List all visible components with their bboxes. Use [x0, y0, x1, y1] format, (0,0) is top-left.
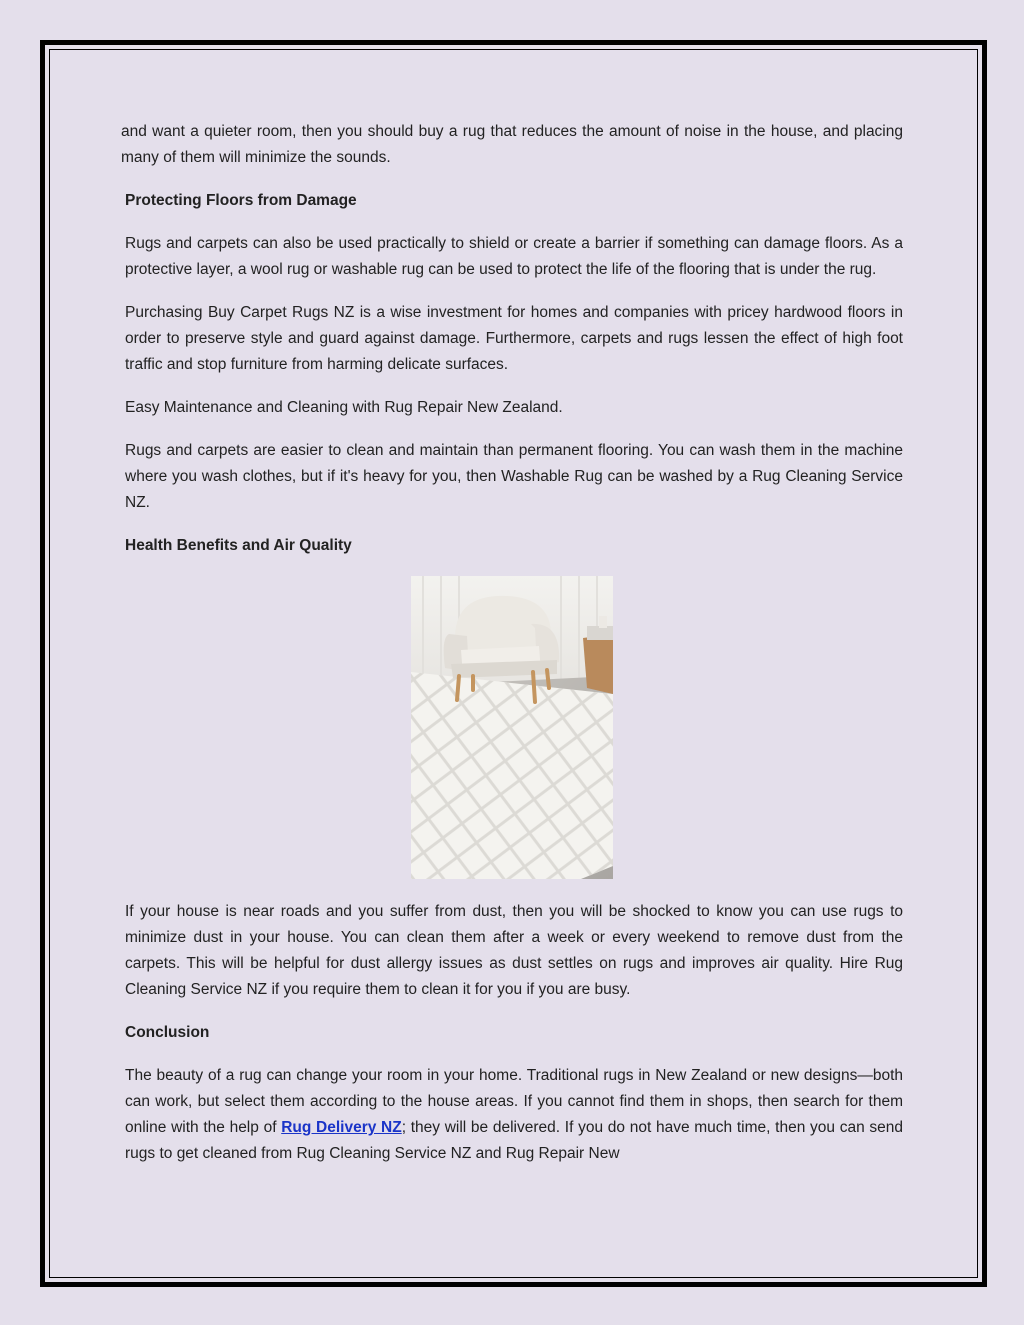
- heading-easy-maintenance: Easy Maintenance and Cleaning with Rug Repair New Zealand.: [125, 399, 563, 416]
- paragraph-conclusion: [121, 1063, 903, 1167]
- rug-delivery-link[interactable]: Rug Delivery NZ: [281, 1119, 402, 1136]
- paragraph-noise: and want a quieter room, then you should buy a rug that reduces the amount of noise in the house, and placing many of them will minimize the sounds.: [121, 123, 903, 166]
- paragraph-investment: Purchasing Buy Carpet Rugs NZ is a wise investment for homes and companies with pricey hardwood floors in order to preserve style and guard against damage. Furthermore, carpets and rugs lessen the effect of high foot traffic and stop furniture from harming delicate surfaces.: [125, 304, 903, 373]
- heading-conclusion: Conclusion: [125, 1024, 210, 1041]
- armchair-rug-illustration: [411, 576, 613, 879]
- document-body: [121, 119, 903, 1184]
- conclusion-text-after: ; they will be delivered. If you do not have much time, then you can send rugs to get cleaned from Rug Cleaning Service NZ and Rug Repair New: [125, 1119, 903, 1162]
- paragraph-dust: If your house is near roads and you suffer from dust, then you will be shocked to know you can use rugs to minimize dust in your house. You can clean them after a week or every weekend to remove dust from the carpets. This will be helpful for dust allergy issues as dust settles on rugs and improves air quality. Hire Rug Cleaning Service NZ if you require them to clean it for you if you are busy.: [125, 903, 903, 998]
- paragraph-cleaning: Rugs and carpets are easier to clean and maintain than permanent flooring. You can wash them in the machine where you wash clothes, but if it's heavy for you, then Washable Rug can be washed by a Rug Cleaning Service NZ.: [125, 442, 903, 511]
- heading-health-benefits: Health Benefits and Air Quality: [125, 537, 352, 554]
- paragraph-protect-layer: Rugs and carpets can also be used practically to shield or create a barrier if something can damage floors. As a protective layer, a wool rug or washable rug can be used to protect the life of the flooring that is under the rug.: [125, 235, 903, 278]
- conclusion-text-before: The beauty of a rug can change your room in your home. Traditional rugs in New Zealand or new designs—both can work, but select them according to the house areas. If you cannot find them in shops, then search for them online with the help of: [125, 1067, 903, 1136]
- armchair-rug-photo: [411, 576, 613, 879]
- heading-protecting-floors: Protecting Floors from Damage: [125, 192, 357, 209]
